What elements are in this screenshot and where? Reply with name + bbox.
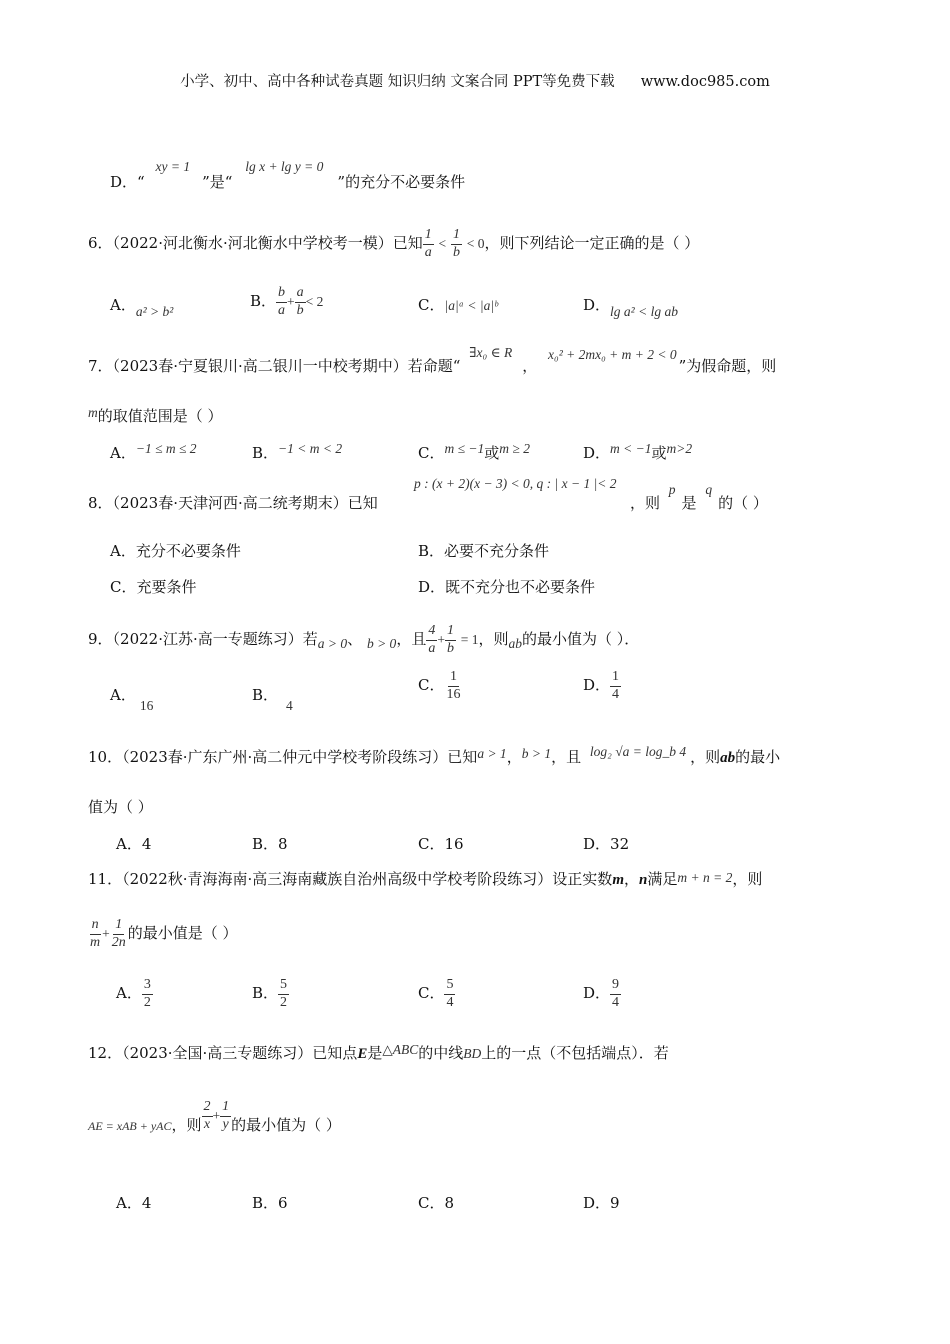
numerator: 1: [610, 670, 621, 687]
question-7: [88, 345, 777, 376]
fraction: [276, 286, 287, 318]
numerator: b: [276, 286, 287, 303]
question-tail: 上的一点（不包括端点）．若: [481, 1044, 669, 1062]
text: ，: [623, 870, 639, 888]
q5-option-d: [110, 159, 466, 192]
denominator: b: [446, 640, 454, 656]
fraction: [220, 1100, 231, 1132]
option-value: 16: [444, 835, 464, 853]
question-source: （2023春·广东广州·高二仲元中学校考阶段练习）已知: [122, 748, 478, 766]
math-variable: p: [668, 482, 676, 497]
question-tail: 的最小: [735, 748, 781, 766]
option-math: < 2: [305, 294, 324, 310]
denominator: y: [222, 1116, 229, 1132]
text: 是: [681, 494, 697, 512]
question-12: [88, 1042, 669, 1063]
text: ，且: [396, 630, 427, 649]
numerator: 5: [444, 978, 455, 995]
option-label: D．: [583, 444, 611, 462]
math-expression: = 1: [460, 632, 479, 648]
text: 的中线: [418, 1044, 464, 1062]
fraction: [142, 978, 153, 1010]
math-variable: m: [88, 405, 98, 420]
text: 的取值范围是（ ）: [97, 407, 223, 425]
option-value: 9: [610, 1194, 620, 1212]
question-8: [88, 492, 378, 513]
option-math: m ≥ 2: [499, 441, 530, 456]
option-label: C．: [110, 578, 137, 596]
q6-option-a[interactable]: [110, 294, 174, 319]
math-expression: AE = xAB + yAC: [88, 1119, 172, 1134]
denominator: a: [278, 302, 286, 318]
header-text: 小学、初中、高中各种试卷真题 知识归纳 文案合同 PPT等免费下载: [180, 74, 615, 90]
option-text: 必要不充分条件: [444, 542, 550, 560]
option-label: A．: [116, 1194, 142, 1212]
numerator: 1: [451, 228, 462, 245]
question-number: 8．: [88, 494, 113, 512]
math-symbol: +: [212, 1108, 221, 1124]
q12-option-c[interactable]: [418, 1192, 454, 1213]
fraction: [610, 978, 621, 1010]
option-math: m>2: [666, 441, 693, 456]
option-math: m ≤ −1: [444, 441, 485, 456]
text: ，则: [171, 1116, 202, 1135]
q9-option-a[interactable]: [110, 684, 154, 713]
denominator: 2n: [111, 934, 126, 950]
question-7-line-2: [88, 405, 223, 426]
option-value: 16: [139, 698, 154, 713]
fraction: [444, 978, 455, 1010]
fraction: [444, 670, 462, 702]
option-label: A．: [116, 835, 142, 853]
option-value: 4: [286, 698, 293, 713]
question-source: （2022·江苏·高一专题练习）若: [112, 630, 318, 649]
option-math: |a|ᵃ < |a|ᵇ: [444, 298, 498, 313]
option-text: 充要条件: [136, 578, 197, 596]
page-header: [0, 70, 950, 91]
question-tail: ”为假命题，则: [678, 357, 777, 375]
option-label: D．: [583, 835, 611, 853]
option-label: C．: [418, 1194, 445, 1212]
fraction: [426, 624, 437, 656]
option-text: 既不充分也不必要条件: [445, 578, 596, 596]
math-symbol: +: [102, 926, 110, 942]
math-variable: m: [612, 872, 624, 888]
text: ”是“: [202, 173, 233, 191]
quote: “: [137, 173, 145, 191]
denominator: 2: [143, 994, 151, 1010]
denominator: 16: [446, 686, 461, 702]
question-source: （2023春·天津河西·高二统考期末）已知: [112, 494, 378, 512]
fraction: [88, 918, 102, 950]
text: 的最小值是（ ）: [127, 924, 238, 943]
option-value: 6: [278, 1194, 288, 1212]
text: ，: [506, 748, 522, 766]
denominator: x: [203, 1116, 211, 1132]
fraction: [278, 978, 289, 1010]
q9-option-d[interactable]: [583, 670, 621, 702]
q12-option-d[interactable]: [583, 1192, 620, 1213]
fraction: [445, 624, 456, 656]
option-label: B．: [252, 1194, 279, 1212]
q7-option-a[interactable]: [110, 442, 197, 463]
text: ，则: [478, 630, 509, 649]
option-label: A．: [116, 984, 142, 1003]
option-label: D．: [110, 173, 138, 191]
math-symbol: +: [437, 632, 445, 648]
question-8-tail: [630, 482, 768, 513]
option-label: C．: [418, 984, 445, 1003]
numerator: 2: [202, 1100, 213, 1117]
math-expression: △ABC: [382, 1042, 419, 1057]
option-label: C．: [418, 835, 445, 853]
q8-option-c[interactable]: [110, 576, 197, 597]
math-expression: BD: [463, 1046, 482, 1061]
question-9: [88, 624, 639, 656]
math-expression: x₀² + 2mx₀ + m + 2 < 0: [548, 347, 677, 362]
option-math: lg a² < lg ab: [610, 304, 678, 319]
q12-option-a[interactable]: [116, 1192, 151, 1213]
fraction: [451, 228, 462, 260]
question-10: [88, 746, 780, 767]
question-number: 12．: [88, 1044, 123, 1062]
numerator: 1: [220, 1100, 231, 1117]
q8-option-a[interactable]: [110, 540, 241, 561]
option-math: m < −1: [610, 441, 652, 456]
option-value: 32: [610, 835, 630, 853]
q11-option-c[interactable]: [418, 978, 455, 1010]
option-label: B．: [252, 835, 279, 853]
denominator: m: [90, 934, 101, 950]
math-expression: p : (x + 2)(x − 3) < 0, q : | x − 1 |< 2: [414, 476, 617, 491]
option-value: 4: [141, 835, 152, 853]
math-expression: log₂ √a = log_b 4: [589, 744, 687, 759]
q8-option-d[interactable]: [418, 576, 595, 597]
text: ，且: [551, 748, 582, 766]
math-variable: n: [639, 872, 648, 888]
text: 或: [484, 444, 500, 462]
fraction: [202, 1100, 213, 1132]
q8-option-b[interactable]: [418, 540, 549, 561]
option-label: A．: [110, 296, 136, 314]
option-label: A．: [110, 444, 136, 462]
q10-option-c[interactable]: [418, 833, 464, 854]
text: 或: [651, 444, 667, 462]
question-tail: ，则: [732, 870, 763, 888]
question-number: 6．: [88, 234, 113, 253]
denominator: 2: [280, 994, 288, 1010]
math-expression: m + n = 2: [677, 870, 733, 885]
math-symbol: <: [438, 236, 447, 252]
question-source: （2022·河北衡水·河北衡水中学校考一模）已知: [112, 234, 423, 253]
q11-option-d[interactable]: [583, 978, 621, 1010]
fraction: [110, 918, 128, 950]
option-label: A．: [110, 542, 136, 560]
math-expression: ∃x₀ ∈ R: [469, 345, 513, 360]
q7-option-d[interactable]: [583, 442, 692, 463]
denominator: 4: [446, 994, 454, 1010]
question-source: （2022秋·青海海南·高三海南藏族自治州高级中学校考阶段练习）设正实数: [122, 870, 613, 888]
question-number: 11．: [88, 870, 123, 888]
numerator: 3: [142, 978, 153, 995]
question-number: 10．: [88, 748, 123, 766]
option-value: 4: [141, 1194, 152, 1212]
question-number: 7．: [88, 357, 113, 375]
option-label: A．: [110, 686, 136, 704]
option-label: D．: [583, 296, 611, 314]
numerator: n: [90, 918, 101, 935]
option-label: C．: [418, 444, 445, 462]
question-6: [88, 228, 699, 260]
option-label: D．: [583, 984, 611, 1003]
question-source: （2023春·宁夏银川·高二银川一中校考期中）若命题“: [112, 357, 461, 375]
math-expression: ab: [508, 636, 522, 652]
question-11: [88, 868, 762, 889]
math-variable: E: [357, 1046, 368, 1062]
denominator: a: [428, 640, 436, 656]
q10-option-d[interactable]: [583, 833, 629, 854]
math-expression: b > 0: [366, 636, 397, 652]
question-number: 9．: [88, 630, 113, 649]
option-label: D．: [418, 578, 446, 596]
fraction: [610, 670, 621, 702]
q9-option-c[interactable]: [418, 670, 462, 702]
text: ，: [522, 357, 538, 375]
question-tail: 的最小值为（ ）．: [522, 630, 640, 649]
q11-option-a[interactable]: [116, 978, 153, 1010]
option-label: D．: [583, 676, 611, 695]
option-label: B．: [418, 542, 445, 560]
header-url: www.doc985.com: [640, 74, 770, 90]
numerator: 9: [610, 978, 621, 995]
numerator: 1: [445, 624, 456, 641]
text: ，则: [690, 748, 721, 766]
fraction: [295, 286, 306, 318]
option-label: B．: [252, 686, 279, 704]
math-variable: q: [705, 482, 713, 497]
denominator: a: [424, 244, 432, 260]
option-label: B．: [252, 444, 279, 462]
question-tail: 的（ ）: [718, 494, 768, 512]
q7-option-b[interactable]: [252, 442, 342, 463]
q10-option-a[interactable]: [116, 833, 151, 854]
option-math: a² > b²: [135, 304, 174, 319]
numerator: a: [295, 286, 306, 303]
denominator: 4: [612, 994, 620, 1010]
denominator: b: [296, 302, 304, 318]
q7-option-c[interactable]: [418, 442, 530, 463]
option-label: B．: [250, 292, 277, 311]
denominator: b: [452, 244, 460, 260]
option-label: D．: [583, 1194, 611, 1212]
math-symbol: +: [287, 294, 295, 310]
fraction: [423, 228, 434, 260]
numerator: 1: [113, 918, 124, 935]
option-value: 8: [278, 835, 288, 853]
option-label: C．: [418, 676, 445, 695]
text: 、: [347, 630, 363, 649]
q12-option-b[interactable]: [252, 1192, 288, 1213]
denominator: 4: [612, 686, 620, 702]
numerator: 1: [423, 228, 434, 245]
option-text: 充分不必要条件: [135, 542, 241, 560]
option-label: C．: [418, 296, 445, 314]
option-math: −1 < m < 2: [278, 441, 343, 456]
q9-option-b[interactable]: [252, 684, 293, 713]
math-expression: < 0: [466, 236, 485, 252]
text: 是: [367, 1044, 383, 1062]
q11-option-b[interactable]: [252, 978, 289, 1010]
question-10-line-2: 值为（ ）: [88, 798, 153, 816]
option-value: 8: [444, 1194, 455, 1212]
text: 满足: [647, 870, 678, 888]
text: 的最小值为（ ）: [231, 1116, 341, 1135]
q6-option-d[interactable]: [583, 294, 678, 319]
option-math: −1 ≤ m ≤ 2: [135, 441, 197, 456]
question-tail: ，则下列结论一定正确的是（ ）: [484, 234, 700, 253]
numerator: 5: [278, 978, 289, 995]
math-expression: a > 1: [477, 746, 507, 761]
math-variable: ab: [720, 750, 736, 766]
numerator: 1: [448, 670, 459, 687]
q6-option-c[interactable]: [418, 294, 498, 315]
q10-option-b[interactable]: [252, 833, 288, 854]
q6-option-b[interactable]: [250, 286, 323, 318]
text: ，则: [630, 494, 661, 512]
question-11-line-2: [88, 918, 238, 950]
numerator: 4: [426, 624, 437, 641]
question-source: （2023·全国·高三专题练习）已知点: [122, 1044, 358, 1062]
math-expression: b > 1: [521, 746, 552, 761]
option-label: B．: [252, 984, 279, 1003]
math-expression: xy = 1: [155, 159, 191, 174]
math-expression: lg x + lg y = 0: [245, 159, 324, 174]
math-expression: a > 0: [317, 636, 348, 652]
question-12-line-2: [88, 1099, 341, 1135]
text: ”的充分不必要条件: [337, 173, 466, 191]
